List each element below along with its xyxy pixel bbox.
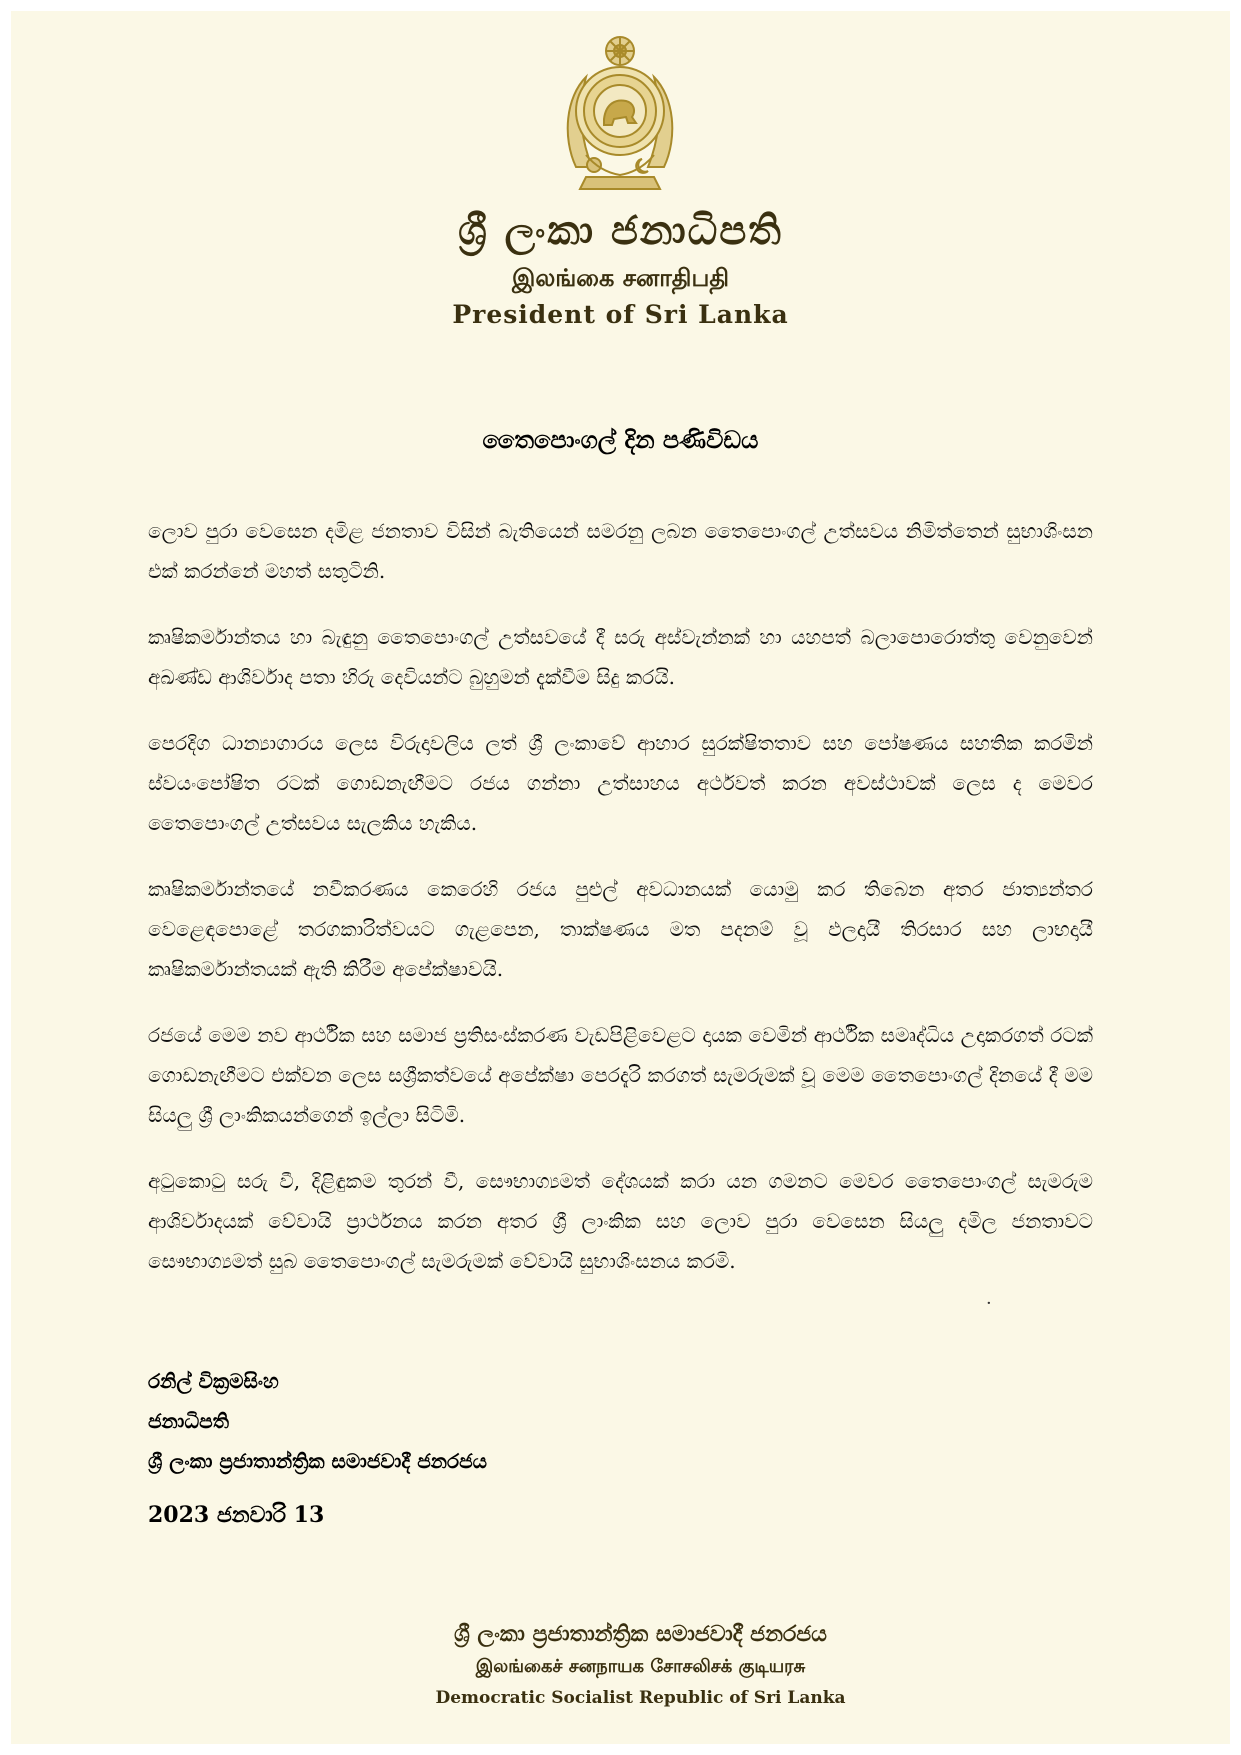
signatory-country: ශ්‍රී ලංකා ප්‍රජාතාන්ත්‍රික සමාජවාදී ජනරජය <box>148 1449 488 1473</box>
message-body <box>148 511 1093 1307</box>
footer-tamil: இலங்கைச் சனநாயக சோசலிசக் குடியரசு <box>475 1656 806 1677</box>
state-emblem-icon <box>556 27 684 197</box>
message-paragraph: කෘෂිකර්මාන්තයේ නවීකරණය කෙරෙහි රජය පුළුල් අවධානයක් යොමු කර තිබෙන අතර ජාත්‍යන්තර වෙළෙඳපොළේ තරගකාරිත්වයට ගැළපෙන, තාක්ෂණය මත පදනම් වූ ඵලදායී තිරසාර සහ ලාභදායී කෘෂිකර්මාන්තයක් ඇති කිරීම අපේක්ෂාවයි. <box>148 877 1093 981</box>
letterhead-title-english: President of Sri Lanka <box>452 300 789 329</box>
footer-sinhala: ශ්‍රී ලංකා ප්‍රජාතාන්ත්‍රික සමාජවාදී ජනරජය <box>454 1621 827 1647</box>
stray-mark: · <box>986 1293 992 1314</box>
signatory-name: රනිල් වික්‍රමසිංහ <box>148 1369 279 1393</box>
letterhead-title-tamil: இலங்கை சனாதிபதி <box>512 263 729 292</box>
message-paragraph: ලොව පුරා වෙසෙන දමිළ ජනතාව විසින් බැතියෙන් සමරනු ලබන තෛපොංගල් උත්සවය නිමිත්තෙන් සුභාශිංසන එක් කරන්නේ මහත් සතුටිනි. <box>148 519 1093 583</box>
letter-date: 2023 ජනවාරි 13 <box>148 1502 325 1528</box>
message-title: තෛපොංගල් දින පණිවිඩය <box>482 425 759 454</box>
signatory-position: ජනාධිපති <box>148 1409 229 1433</box>
footer-english: Democratic Socialist Republic of Sri Lanka <box>435 1688 846 1708</box>
message-paragraph: රජයේ මෙම නව ආර්ථික සහ සමාජ ප්‍රතිසංස්කරණ වැඩපිළිවෙළට දායක වෙමින් ආර්ථික සමෘද්ධිය උදාකරගත් රටක් ගොඩනැඟීමට එක්වන ලෙස සශ්‍රීකත්වයේ අපේක්ෂා පෙරදැරි කරගත් සැමරුමක් වූ මෙම තෛපොංගල් දිනයේ දී මම සියලු ශ්‍රී ලාංකිකයන්ගෙන් ඉල්ලා සිටිමි. <box>148 1023 1093 1127</box>
letter-page <box>11 11 1230 1744</box>
letterhead-title-sinhala: ශ්‍රී ලංකා ජනාධිපති <box>458 207 783 254</box>
message-paragraph: අටුකොටු සරු වී, දිළිඳුකම තුරන් වී, සෞභාග්‍යමත් දේශයක් කරා යන ගමනට මෙවර තෛපොංගල් සැමරුම ආශිර්වාදයක් වේවායි ප්‍රාර්ථනය කරන අතර ශ්‍රී ලාංකික සහ ලොව පුරා වෙසෙන සියලු දමිල ජනතාවට සෞභාග්‍යමත් සුබ තෛපොංගල් සැමරුමක් වේවායි සුභාශිංසනය කරමි. <box>148 1169 1093 1273</box>
signature-block <box>148 1361 487 1535</box>
message-paragraph: පෙරදිග ධාන්‍යාගාරය ලෙස විරුදාවලිය ලත් ශ්‍රී ලංකාවේ ආහාර සුරක්ෂිතතාව සහ පෝෂණය සහතික කරමින් ස්වයංපෝෂිත රටක් ගොඩනැඟීමට රජය ගන්නා උත්සාහය අර්ථවත් කරන අවස්ථාවක් ලෙස ද මෙවර තෛපොංගල් උත්සවය සැලකිය හැකිය. <box>148 731 1093 835</box>
message-paragraph: කෘෂිකර්මාන්තය හා බැඳුනු තෛපොංගල් උත්සවයේ දී සරු අස්වැන්නක් හා යහපත් බලාපොරොත්තු වෙනුවෙන් අඛණ්ඩ ආශිර්වාද පතා හිරු දෙවියන්ට බුහුමන් දැක්වීම සිදු කරයි. <box>148 625 1093 689</box>
